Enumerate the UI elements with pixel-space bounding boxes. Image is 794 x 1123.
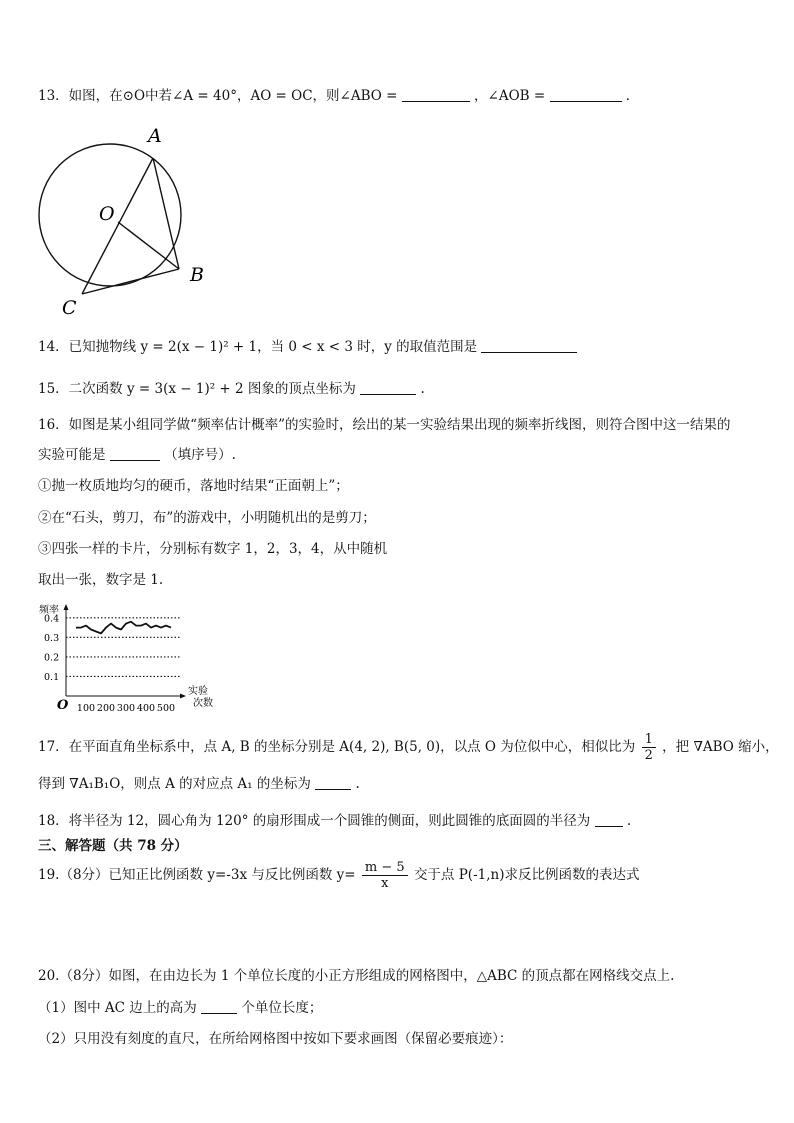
q19-text-b: 交于点 P(-1,n)求反比例函数的表达式 xyxy=(413,867,640,883)
q17-line2 xyxy=(38,774,360,794)
q20-sub1-a: （1）图中 AC 边上的高为 xyxy=(38,1000,197,1016)
q20-sub1-b: 个单位长度； xyxy=(241,1000,323,1016)
q15-text-a: 15．二次函数 y = 3(x − 1)² + 2 图象的顶点坐标为 xyxy=(38,381,356,397)
q13-blank-abo[interactable] xyxy=(402,87,470,102)
q17-fraction xyxy=(642,732,656,763)
q17-line2-b: . xyxy=(355,776,360,792)
chart-y-tick-label: 0.4 xyxy=(44,613,60,625)
chart-xlabel-1: 实验 xyxy=(188,686,208,697)
chart-xlabel-2: 次数 xyxy=(193,698,213,709)
q15-blank[interactable] xyxy=(360,380,416,395)
frequency-series-line xyxy=(76,622,171,634)
label-a: A xyxy=(148,125,162,147)
label-o: O xyxy=(99,203,115,225)
q13-blank-aob[interactable] xyxy=(550,87,622,102)
q16-blank[interactable] xyxy=(110,446,160,461)
q14-blank[interactable] xyxy=(481,338,577,353)
q13-line xyxy=(38,86,639,106)
q16-option-3: ③四张一样的卡片，分别标有数字 1，2，3，4，从中随机 xyxy=(38,541,388,557)
chart-x-tick-label: 300 xyxy=(116,703,136,714)
q17-line2-a: 得到 ∇A₁B₁O，则点 A 的对应点 A₁ 的坐标为 xyxy=(38,776,311,792)
chart-y-tick-label: 0.3 xyxy=(44,632,60,644)
chart-ylabel: 频率 xyxy=(39,605,59,616)
q20-sub2: （2）只用没有刻度的直尺，在所给网格图中按如下要求画图（保留必要痕迹）： xyxy=(38,1031,513,1047)
q13-text-b: ，∠AOB = xyxy=(474,88,546,104)
q14-line xyxy=(38,337,577,357)
q19-frac-num: m − 5 xyxy=(362,860,408,876)
q16-option-3-cont: 取出一张，数字是 1. xyxy=(38,572,164,588)
chart-x-tick-label: 200 xyxy=(96,703,116,714)
chart-x-tick-label: 500 xyxy=(156,703,176,714)
chart-x-arrow xyxy=(180,694,186,699)
q15-text-b: . xyxy=(420,381,425,397)
q17-frac-den: 2 xyxy=(644,748,653,763)
label-c: C xyxy=(62,297,77,319)
chart-x-tick-label: 100 xyxy=(76,703,96,714)
q20-blank[interactable] xyxy=(201,999,237,1014)
q18-text-a: 18．将半径为 12，圆心角为 120° 的扇形围成一个圆锥的侧面，则此圆锥的底面圆的半径为 xyxy=(38,813,591,829)
q17-text-b: ，把 ∇ABO 缩小， xyxy=(662,739,779,755)
q19-text-a: 19.（8分）已知正比例函数 y=-3x 与反比例函数 y= xyxy=(38,867,356,883)
q16-line1: 16．如图是某小组同学做“频率估计概率”的实验时，绘出的某一实验结果出现的频率折线图，则符合图中这一结果的 xyxy=(38,417,731,433)
q18-blank[interactable] xyxy=(595,812,623,827)
q19-fraction xyxy=(362,860,408,891)
q16-frequency-chart xyxy=(36,598,236,720)
q13-text-c: ． xyxy=(625,88,640,104)
q16-line2 xyxy=(38,445,236,465)
q18-line xyxy=(38,811,631,831)
chart-y-tick-label: 0.1 xyxy=(44,671,60,683)
segment-ac xyxy=(82,158,153,294)
q19-line xyxy=(38,860,639,891)
chart-y-arrow xyxy=(64,604,69,610)
chart-y-tick-label: 0.2 xyxy=(44,652,60,664)
q13-circle-figure xyxy=(30,118,230,323)
q20-line1: 20.（8分）如图，在由边长为 1 个单位长度的小正方形组成的网格图中，△ABC 的顶点都在网格线交点上. xyxy=(38,968,675,984)
chart-origin: O xyxy=(57,698,69,713)
q16-line2-b: （填序号）. xyxy=(164,447,236,463)
q17-frac-num: 1 xyxy=(642,732,656,748)
q14-text-a: 14．已知抛物线 y = 2(x − 1)² + 1，当 0 < x < 3 时，y 的取值范围是 xyxy=(38,339,478,355)
q16-option-2: ②在“石头，剪刀，布”的游戏中，小明随机出的是剪刀； xyxy=(38,510,376,526)
label-b: B xyxy=(190,264,204,286)
segment-cb xyxy=(82,269,179,294)
section-3-title: 三、解答题（共 78 分） xyxy=(38,838,188,854)
q13-text-a: 13．如图，在⊙O中若∠A = 40°，AO = OC，则∠ABO = xyxy=(38,88,398,104)
q17-line1 xyxy=(38,732,779,763)
q18-text-b: . xyxy=(626,813,632,829)
q16-line2-a: 实验可能是 xyxy=(38,447,106,463)
q15-line xyxy=(38,379,425,399)
q16-option-1: ①抛一枚质地均匀的硬币，落地时结果“正面朝上”； xyxy=(38,478,349,494)
q17-blank[interactable] xyxy=(315,775,351,790)
q19-frac-den: x xyxy=(381,876,389,891)
q20-sub1 xyxy=(38,998,322,1018)
chart-x-tick-label: 400 xyxy=(136,703,156,714)
q17-text-a: 17．在平面直角坐标系中，点 A, B 的坐标分别是 A(4, 2), B(5, 0)，以点 O 为位似中心，相似比为 xyxy=(38,739,636,755)
